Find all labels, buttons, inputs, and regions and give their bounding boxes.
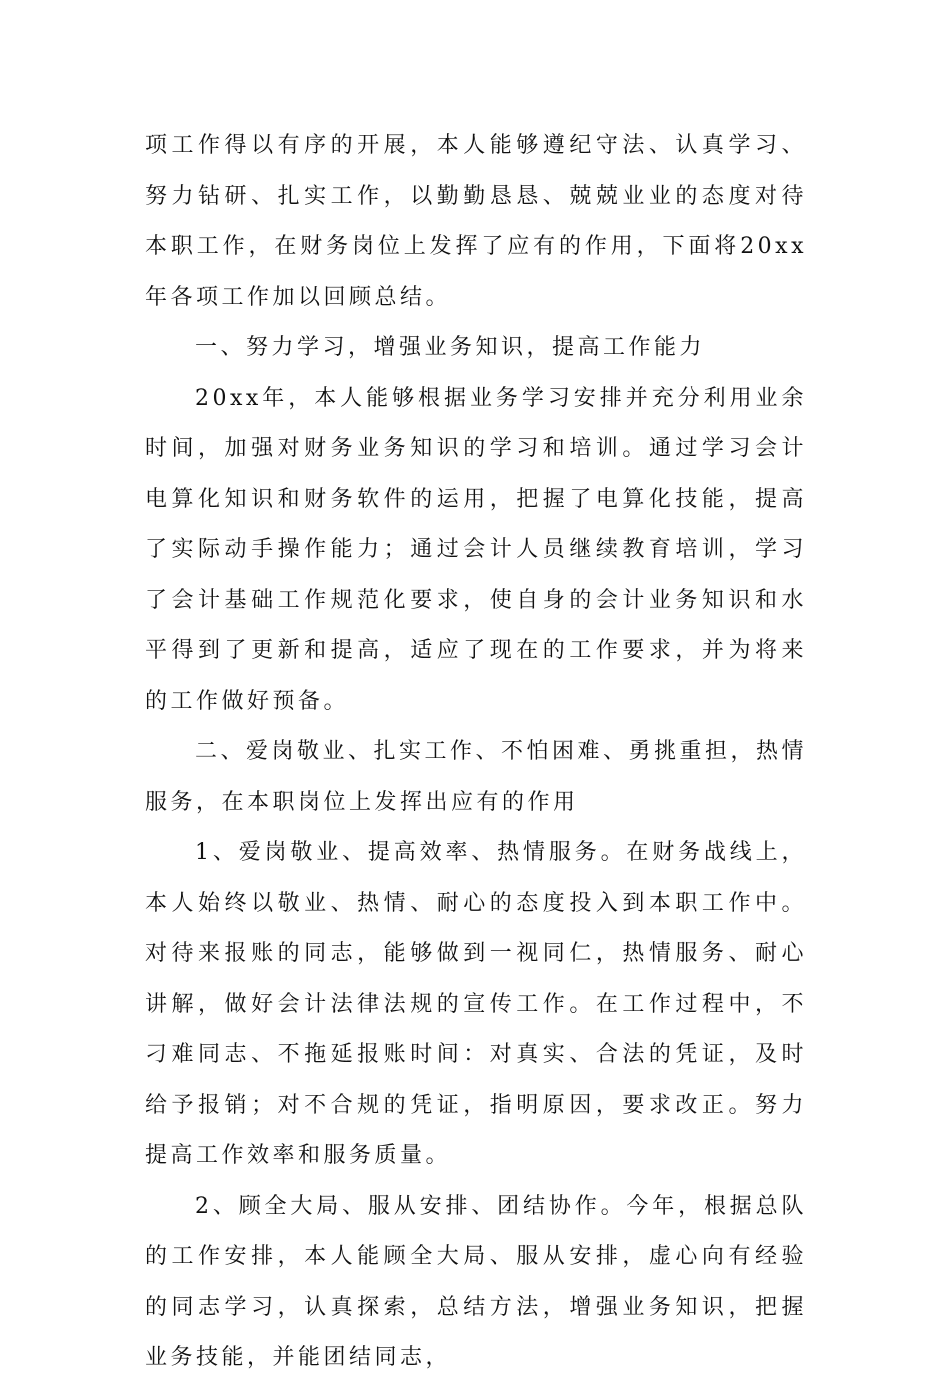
paragraph-study: 20xx年，本人能够根据业务学习安排并充分利用业余时间，加强对财务业务知识的学习和培训。通过学习会计电算化知识和财务软件的运用，把握了电算化技能，提高了实际动手操作能力；通过会计人员继续教育培训，学习了会计基础工作规范化要求，使自身的会计业务知识和水平得到了更新和提高，适应了现在的工作要求，并为将来的工作做好预备。 (145, 385, 807, 714)
paragraph-intro-continued: 项工作得以有序的开展，本人能够遵纪守法、认真学习、努力钻研、扎实工作，以勤勤恳恳、兢兢业业的态度对待本职工作，在财务岗位上发挥了应有的作用，下面将20xx年各项工作加以回顾总结。 (145, 133, 807, 310)
paragraph-item-2: 2、顾全大局、服从安排、团结协作。今年，根据总队的工作安排，本人能顾全大局、服从安排，虚心向有经验的同志学习，认真探索，总结方法，增强业务知识，把握业务技能，并能团结同志， (145, 1193, 807, 1370)
section-heading-2: 二、爱岗敬业、扎实工作、不怕困难、勇挑重担，热情服务，在本职岗位上发挥出应有的作用 (145, 739, 808, 815)
document-body (145, 121, 807, 1384)
paragraph-item-1: 1、爱岗敬业、提高效率、热情服务。在财务战线上，本人始终以敬业、热情、耐心的态度投入到本职工作中。对待来报账的同志，能够做到一视同仁，热情服务、耐心讲解，做好会计法律法规的宣传工作。在工作过程中，不刁难同志、不拖延报账时间：对真实、合法的凭证，及时给予报销；对不合规的凭证，指明原因，要求改正。努力提高工作效率和服务质量。 (145, 840, 807, 1168)
section-heading-1: 一、努力学习，增强业务知识，提高工作能力 (195, 335, 706, 360)
